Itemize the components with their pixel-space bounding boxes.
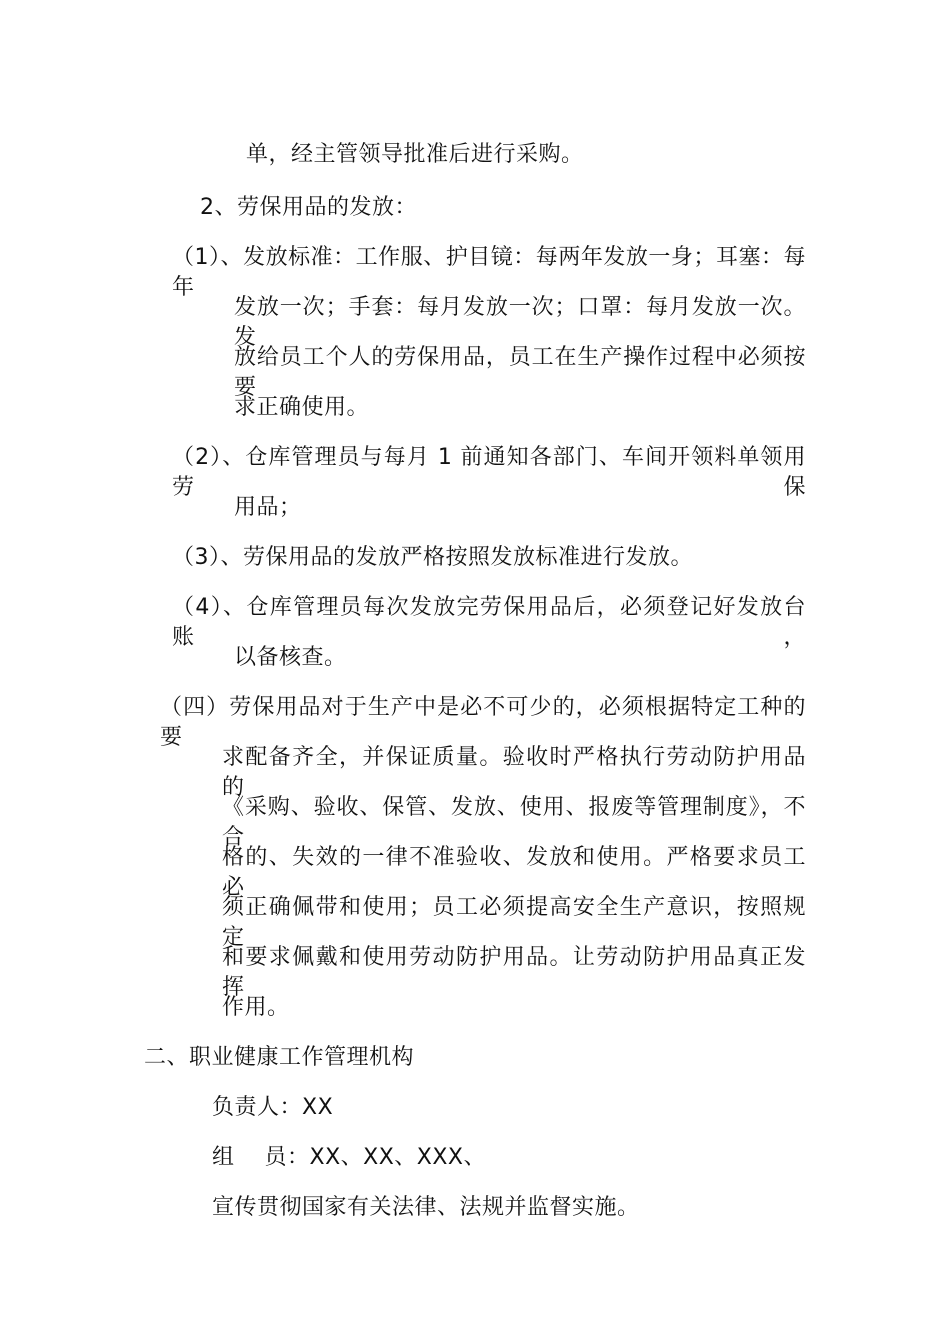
- paragraph-line: 求配备齐全，并保证质量。验收时严格执行劳动防护用品的: [222, 745, 806, 800]
- section-heading: 2、劳保用品的发放：: [200, 195, 417, 220]
- paragraph-line: 须正确佩带和使用；员工必须提高安全生产意识，按照规定: [222, 895, 806, 950]
- list-item-line: （2）、仓库管理员与每月 1 前通知各部门、车间开领料单领用劳保: [172, 445, 806, 500]
- paragraph-line: 《采购、验收、保管、发放、使用、报废等管理制度》，不合: [222, 795, 806, 850]
- list-item-line: （4）、仓库管理员每次发放完劳保用品后，必须登记好发放台账，: [172, 595, 806, 650]
- list-item-line: 用品；: [234, 495, 302, 520]
- list-item-line: 放给员工个人的劳保用品，员工在生产操作过程中必须按要: [234, 345, 806, 400]
- paragraph-line: 宣传贯彻国家有关法律、法规并监督实施。: [212, 1195, 640, 1220]
- paragraph-line: （四）劳保用品对于生产中是必不可少的，必须根据特定工种的要: [160, 695, 806, 750]
- list-item-line: （1）、发放标准：工作服、护目镜：每两年发放一身；耳塞：每年: [172, 245, 806, 300]
- paragraph-line: 和要求佩戴和使用劳动防护用品。让劳动防护用品真正发挥: [222, 945, 806, 1000]
- list-item-line: 求正确使用。: [234, 395, 370, 420]
- list-item-line: 以备核查。: [234, 645, 347, 670]
- paragraph-line: 格的、失效的一律不准验收、发放和使用。严格要求员工必: [222, 845, 806, 900]
- section-heading: 二、职业健康工作管理机构: [144, 1045, 415, 1070]
- paragraph-line: 单，经主管领导批准后进行采购。: [246, 142, 584, 167]
- list-item-line: 发放一次；手套：每月发放一次；口罩：每月发放一次。发: [234, 295, 806, 350]
- team-members: 组 员：XX、XX、XXX、: [212, 1145, 486, 1170]
- list-item-line: （3）、劳保用品的发放严格按照发放标准进行发放。: [172, 545, 693, 570]
- responsible-person: 负责人：XX: [212, 1095, 334, 1120]
- paragraph-line: 作用。: [222, 995, 290, 1020]
